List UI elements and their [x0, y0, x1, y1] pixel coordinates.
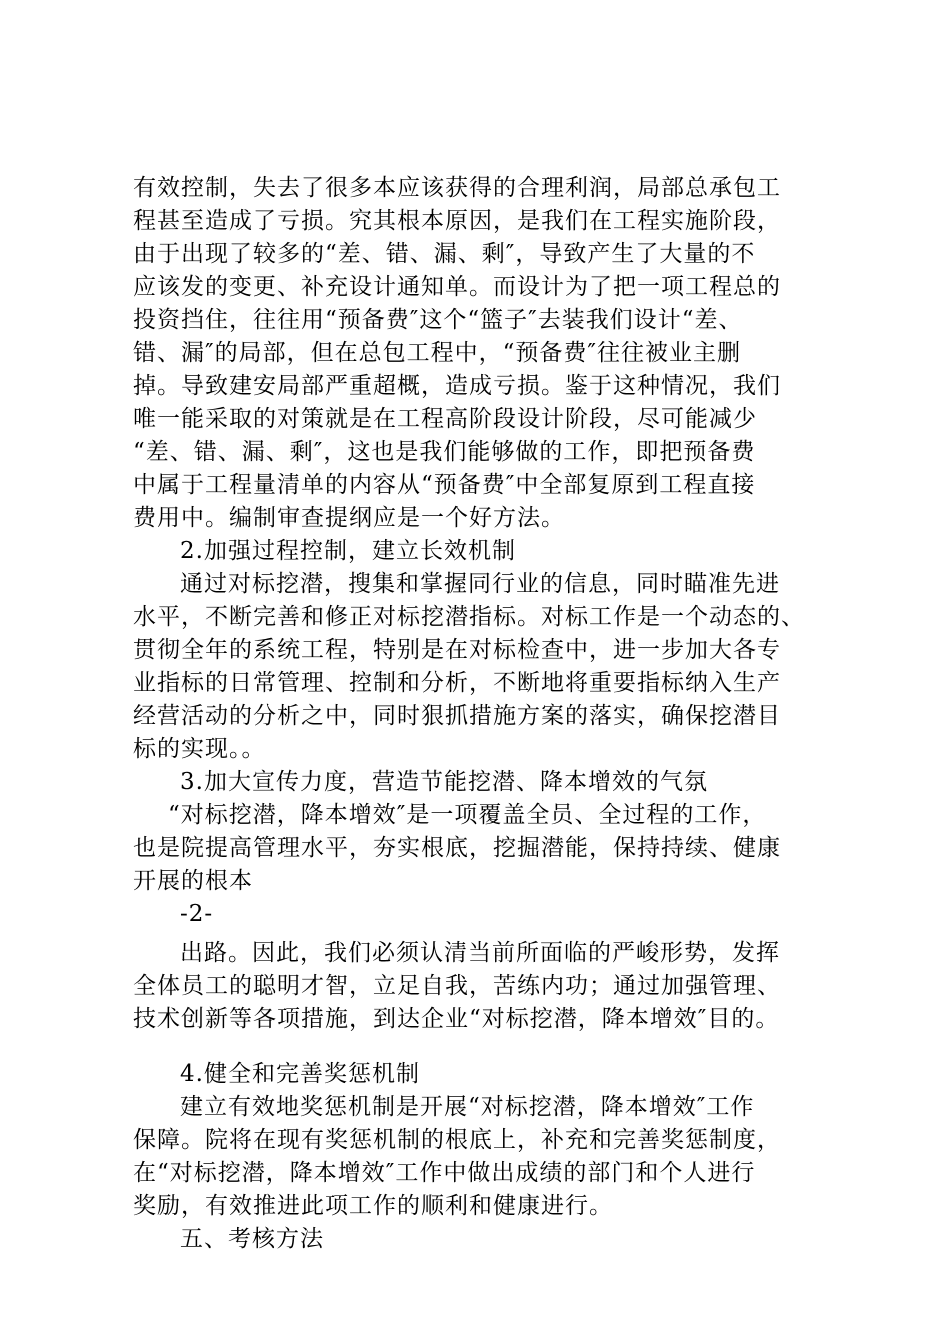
paragraph-1-line: 应该发的变更、补充设计通知单。而设计为了把一项工程总的 [133, 274, 781, 300]
paragraph-1-line: 投资挡住，往往用“预备费″这个“篮子″去装我们设计“差、 [133, 307, 743, 333]
paragraph-2-line: 贯彻全年的系统工程，特别是在对标检查中，进一步加大各专 [133, 637, 781, 663]
paragraph-2-line: 通过对标挖潜，搜集和掌握同行业的信息，同时瞄准先进 [180, 571, 780, 597]
paragraph-4-line: 全体员工的聪明才智，立足自我，苦练内功；通过加强管理、 [133, 973, 781, 999]
paragraph-2-line: 业指标的日常管理、控制和分析，不断地将重要指标纳入生产 [133, 670, 781, 696]
paragraph-2-line: 水平，不断完善和修正对标挖潜指标。对标工作是一个动态的、 [133, 604, 805, 630]
paragraph-5-line: 保障。院将在现有奖惩机制的根底上，补充和完善奖惩制度， [133, 1127, 781, 1153]
paragraph-1-line: 中属于工程量清单的内容从“预备费″中全部复原到工程直接 [133, 472, 756, 498]
paragraph-1-line: 由于出现了较多的“差、错、漏、剩″，导致产生了大量的不 [133, 241, 756, 267]
paragraph-1-line: “差、错、漏、剩″，这也是我们能够做的工作，即把预备费 [133, 439, 756, 465]
paragraph-5-line: 在“对标挖潜，降本增效″工作中做出成绩的部门和个人进行 [133, 1160, 756, 1186]
paragraph-5-line: 建立有效地奖惩机制是开展“对标挖潜，降本增效″工作 [180, 1094, 755, 1120]
paragraph-1-line: 程甚至造成了亏损。究其根本原因，是我们在工程实施阶段， [133, 208, 781, 234]
paragraph-1-line: 有效控制，失去了很多本应该获得的合理利润，局部总承包工 [133, 175, 781, 201]
paragraph-3-line: 也是院提高管理水平，夯实根底，挖掘潜能，保持持续、健康 [133, 835, 781, 861]
paragraph-1-line: 错、漏″的局部，但在总包工程中，“预备费″往往被业主删 [133, 340, 741, 366]
paragraph-3-line: 开展的根本 [133, 868, 253, 894]
paragraph-2-line: 标的实现。。 [133, 736, 266, 762]
paragraph-1-line: 掉。导致建安局部严重超概，造成亏损。鉴于这种情况，我们 [133, 373, 781, 399]
section-heading-4: 4.健全和完善奖惩机制 [180, 1061, 420, 1087]
paragraph-5-line: 奖励，有效推进此项工作的顺利和健康进行。 [133, 1193, 613, 1219]
section-heading-3: 3.加大宣传力度，营造节能挖潜、降本增效的气氛 [180, 769, 708, 795]
paragraph-2-line: 经营活动的分析之中，同时狠抓措施方案的落实，确保挖潜目 [133, 703, 781, 729]
paragraph-4-line: 技术创新等各项措施，到达企业“对标挖潜，降本增效″目的。 [133, 1006, 780, 1032]
page-number: -2- [180, 901, 214, 927]
paragraph-1-line: 唯一能采取的对策就是在工程高阶段设计阶段，尽可能减少 [133, 406, 757, 432]
section-heading-5: 五、考核方法 [180, 1226, 324, 1252]
paragraph-4-line: 出路。因此，我们必须认清当前所面临的严峻形势，发挥 [180, 940, 780, 966]
section-heading-2: 2.加强过程控制，建立长效机制 [180, 538, 516, 564]
paragraph-3-line: “对标挖潜，降本增效″是一项覆盖全员、全过程的工作， [168, 802, 767, 828]
paragraph-1-line: 费用中。编制审查提纲应是一个好方法。 [133, 505, 565, 531]
